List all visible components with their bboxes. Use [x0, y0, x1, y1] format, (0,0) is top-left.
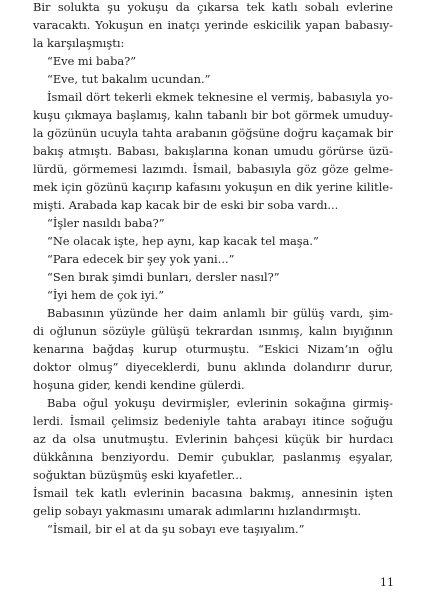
text-line: bakış atmıştı. Babası, bakışlarına konan umudu görürse üzü-	[33, 144, 393, 158]
text-line: lerdi. İsmail çelimsiz bedeniyle tahta arabayı itince soğuğu	[33, 414, 393, 428]
text-line: “Eve mi baba?”	[47, 54, 137, 68]
text-line: la karşılaşmıştı:	[33, 36, 125, 50]
text-line: Bir solukta şu yokuşu da çıkarsa tek katlı sobalı evlerine	[33, 0, 393, 14]
text-line: “Para edecek bir şey yok yani...”	[47, 252, 235, 266]
text-line: gelip sobayı yakmasını umarak adımlarını hızlandırmıştı.	[33, 504, 362, 518]
text-line: Babasının yüzünde her daim anlamlı bir gülüş vardı, şim-	[47, 306, 393, 320]
text-line: hoşuna gider, kendi kendine gülerdi.	[33, 378, 245, 392]
text-line: İsmail tek katlı evlerinin bacasına bakmış, annesinin işten	[33, 486, 393, 500]
text-line: varacaktı. Yokuşun en inatçı yerinde eskicilik yapan babasıy-	[33, 18, 393, 32]
text-line: doktor olmuş” diyeceklerdi, bunu aklında dolandırır durur,	[33, 360, 393, 374]
text-line: lürdü, görmemesi lazımdı. İsmail, babasıyla göz göze gelme-	[33, 162, 393, 176]
text-line: di oğlunun sözüyle gülüşü tekrardan ısınmış, kalın bıyığının	[33, 324, 393, 338]
text-line: mek için gözünü kaçırıp kafasını yokuşun en dik yerine kilitle-	[33, 180, 393, 194]
text-line: İsmail dört tekerli ekmek teknesine el vermiş, babasıyla yo-	[47, 90, 393, 104]
text-line: la gözünün ucuyla tahta arabanın göğsüne doğru kaçamak bir	[33, 126, 393, 140]
text-line: “İsmail, bir el at da şu sobayı eve taşıyalım.”	[47, 522, 305, 536]
page-number: 11	[380, 576, 394, 589]
text-line: mişti. Arabada kap kacak bir de eski bir soba vardı...	[33, 198, 339, 212]
text-line: dükkânına benziyordu. Demir çubuklar, paslanmış eşyalar,	[33, 450, 393, 464]
text-line: “Sen bırak şimdi bunları, dersler nasıl?”	[47, 270, 280, 284]
text-line: kenarına bağdaş kurup oturmuştu. “Eskici Nizam’ın oğlu	[33, 342, 393, 356]
text-line: “İşler nasıldı baba?”	[47, 216, 165, 230]
text-line: “İyi hem de çok iyi.”	[47, 288, 165, 302]
text-line: az da olsa unutmuştu. Evlerinin bahçesi küçük bir hurdacı	[33, 432, 393, 446]
text-line: soğuktan büzüşmüş eski kıyafetler...	[33, 468, 243, 482]
text-line: kuşu çıkmaya başlamış, kalın tabanlı bir bot görmek umuduy-	[33, 108, 393, 122]
text-line: “Ne olacak işte, hep aynı, kap kacak tel maşa.”	[47, 234, 319, 248]
text-line: “Eve, tut bakalım ucundan.”	[47, 72, 211, 86]
text-line: Baba oğul yokuşu devirmişler, evlerinin sokağına girmiş-	[47, 396, 393, 410]
